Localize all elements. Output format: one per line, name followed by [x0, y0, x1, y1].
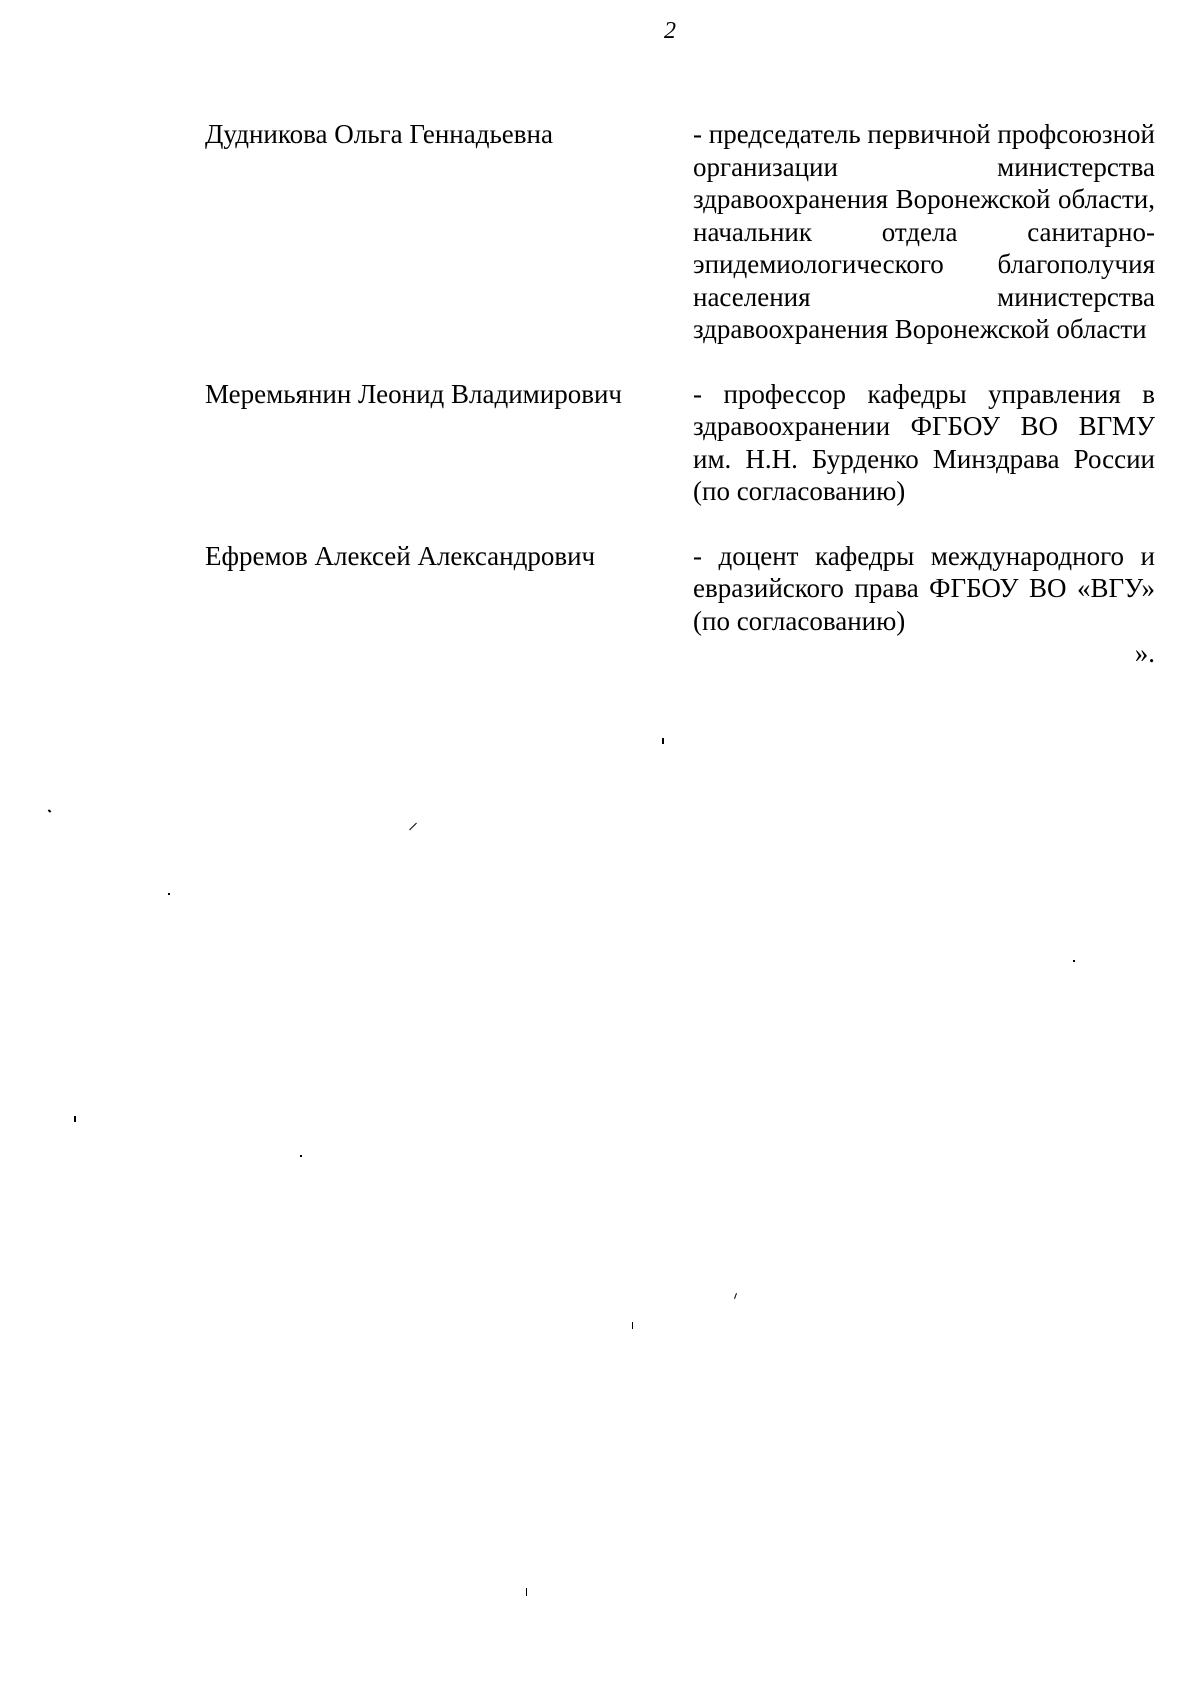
scan-speck: [409, 823, 417, 831]
scan-speck: [1073, 960, 1075, 962]
member-row: [205, 540, 1155, 638]
scan-speck: [662, 738, 664, 744]
scan-speck: [300, 1155, 302, 1157]
member-role: - председатель первичной профсоюзной организации министерства здравоохранения Воронежской области, начальник отдела санитарно-эпидемиологического благополучия населения министерства здравоохранения Воронежской области: [693, 119, 1155, 344]
scan-speck: [734, 1293, 737, 1299]
member-name: Ефремов Алексей Александрович: [205, 540, 596, 571]
page-number: 2: [664, 18, 676, 44]
scan-speck: [526, 1588, 527, 1596]
scan-speck: [632, 1322, 633, 1329]
member-list: [205, 118, 1155, 670]
member-row: [205, 118, 1155, 346]
member-row: [205, 378, 1155, 508]
member-name: Меремьянин Леонид Владимирович: [205, 378, 622, 409]
member-role: - профессор кафедры управления в здравоохранении ФГБОУ ВО ВГМУ им. Н.Н. Бурденко Минздрава России (по согласованию): [693, 378, 1155, 506]
member-name: Дудникова Ольга Геннадьевна: [205, 119, 553, 149]
scan-speck: [48, 809, 52, 812]
scan-speck: [74, 1116, 76, 1122]
scan-speck: [168, 893, 170, 895]
member-role: - доцент кафедры международного и евразийского права ФГБОУ ВО «ВГУ» (по согласованию): [693, 540, 1155, 636]
closing-quote: ».: [1134, 638, 1155, 668]
